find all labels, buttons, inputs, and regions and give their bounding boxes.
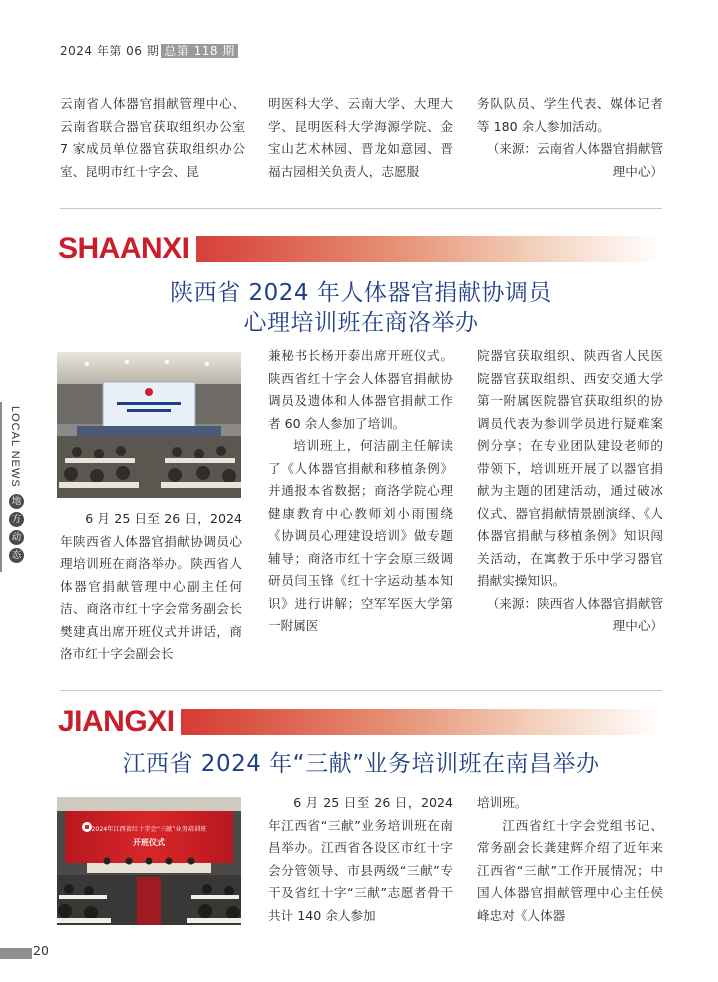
jiangxi-col3-paragraph-1: 培训班。 [477,795,528,810]
shaanxi-column-1 [60,508,242,666]
jiangxi-region-label: JIANGXI [58,707,181,737]
sidebar-chinese-label [9,494,25,566]
sidebar-char: 态 [9,548,24,563]
meeting-hall-illustration [57,352,241,498]
shaanxi-col3-text: 院器官获取组织、陕西省人民医院器官获取组织、西安交通大学第一附属医院器官获取组织的协调员代表为参训学员进行疑难案例分享；在专业团队建设老师的带领下，培训班开展了以器官捐献为主题的团建活动，通过破冰仪式、器官捐献情景剧演绎、《人体器官捐献与移植条例》知识闯关活动，在寓教于乐中学习器官捐献实操知识。 [477,348,663,588]
section-divider [60,690,662,691]
jiangxi-col3-paragraph-2: 江西省红十字会党组书记、常务副会长龚建辉介绍了近年来江西省“三献”工作开展情况；中国人体器官捐献管理中心主任侯峰忠对《人体器 [477,817,663,923]
sidebar-char: 动 [9,530,24,545]
jiangxi-article-title: 江西省 2024 年“三献”业务培训班在南昌举办 [122,751,600,777]
jiangxi-column-3 [477,792,663,927]
shaanxi-title-line-1: 陕西省 2024 年人体器官捐献协调员 [170,280,552,306]
jiangxi-training-photo [57,797,241,925]
top-article-col3-text: 务队队员、学生代表、媒体记者等 180 余人参加活动。 [477,96,663,134]
shaanxi-column-2 [268,345,453,638]
shaanxi-article-title [60,278,662,338]
section-divider [60,208,662,209]
shaanxi-col1-text: 6 月 25 日至 26 日，2024 年陕西省人体器官捐献协调员心理培训班在商洛举办。陕西省人体器官捐献管理中心副主任何洁、商洛市红十字会常务副会长樊建真出席开班仪式并讲话，商洛市红十字会副会长 [60,511,242,661]
shaanxi-col2-paragraph-1: 兼秘书长杨开泰出席开班仪式。陕西省红十字会人体器官捐献协调员及遗体和人体器官捐献工作者 60 余人参加了培训。 [268,348,453,431]
top-article-column-3 [477,93,663,183]
top-article-col2-text: 明医科大学、云南大学、大理大学、昆明医科大学海源学院、金宝山艺术林园、晋龙如意园、晋福古园相关负责人，志愿服 [268,96,453,179]
top-article-column-2 [268,93,453,183]
top-article-column-1 [60,93,245,183]
photo-banner-text-line-2: 开班仪式 [133,838,165,847]
shaanxi-source: （来源：陕西省人体器官捐献管理中心） [486,595,663,633]
sidebar-char: 地 [9,494,24,509]
shaanxi-region-label: SHAANXI [58,234,196,264]
shaanxi-col2-paragraph-2: 培训班上，何洁副主任解读了《人体器官捐献和移植条例》并通报本省数据；商洛学院心理健康教育中心教师刘小雨围绕《协调员心理建设培训》做专题辅导；商洛市红十字会原三级调研员闫玉锋《红十字运动基本知识》进行讲解；空军军医大学第一附属医 [268,438,453,633]
page-number: 20 [33,943,49,958]
section-sidebar [0,402,28,572]
top-article-col1-text: 云南省人体器官捐献管理中心、云南省联合器官获取组织办公室 7 家成员单位器官获取组织办公室、昆明市红十字会、昆 [60,96,245,179]
sidebar-english-label: LOCAL NEWS [9,406,21,488]
jiangxi-column-2 [268,792,453,927]
issue-header [60,42,238,59]
top-article-source: （来源：云南省人体器官捐献管理中心） [486,141,663,179]
opening-ceremony-illustration [57,797,241,925]
page-footer [0,942,60,962]
shaanxi-column-3 [477,345,663,638]
jiangxi-col2-text: 6 月 25 日至 26 日，2024 年江西省“三献”业务培训班在南昌举办。江西省各设区市红十字会分管领导、市县两级“三献”专干及省红十字“三献”志愿者骨干共计 140 余人参加 [268,795,453,923]
page-number-tab [0,948,32,959]
shaanxi-title-line-2: 心理培训班在商洛举办 [243,310,479,336]
photo-banner-text-line-1: 2024年江西省红十字会“三献”业务培训班 [91,826,207,833]
issue-number-badge: 总第 118 期 [161,44,238,58]
shaanxi-training-photo [57,352,241,498]
issue-date: 2024 年第 06 期 [60,44,160,58]
sidebar-bar [0,402,2,572]
sidebar-char: 方 [9,512,24,527]
